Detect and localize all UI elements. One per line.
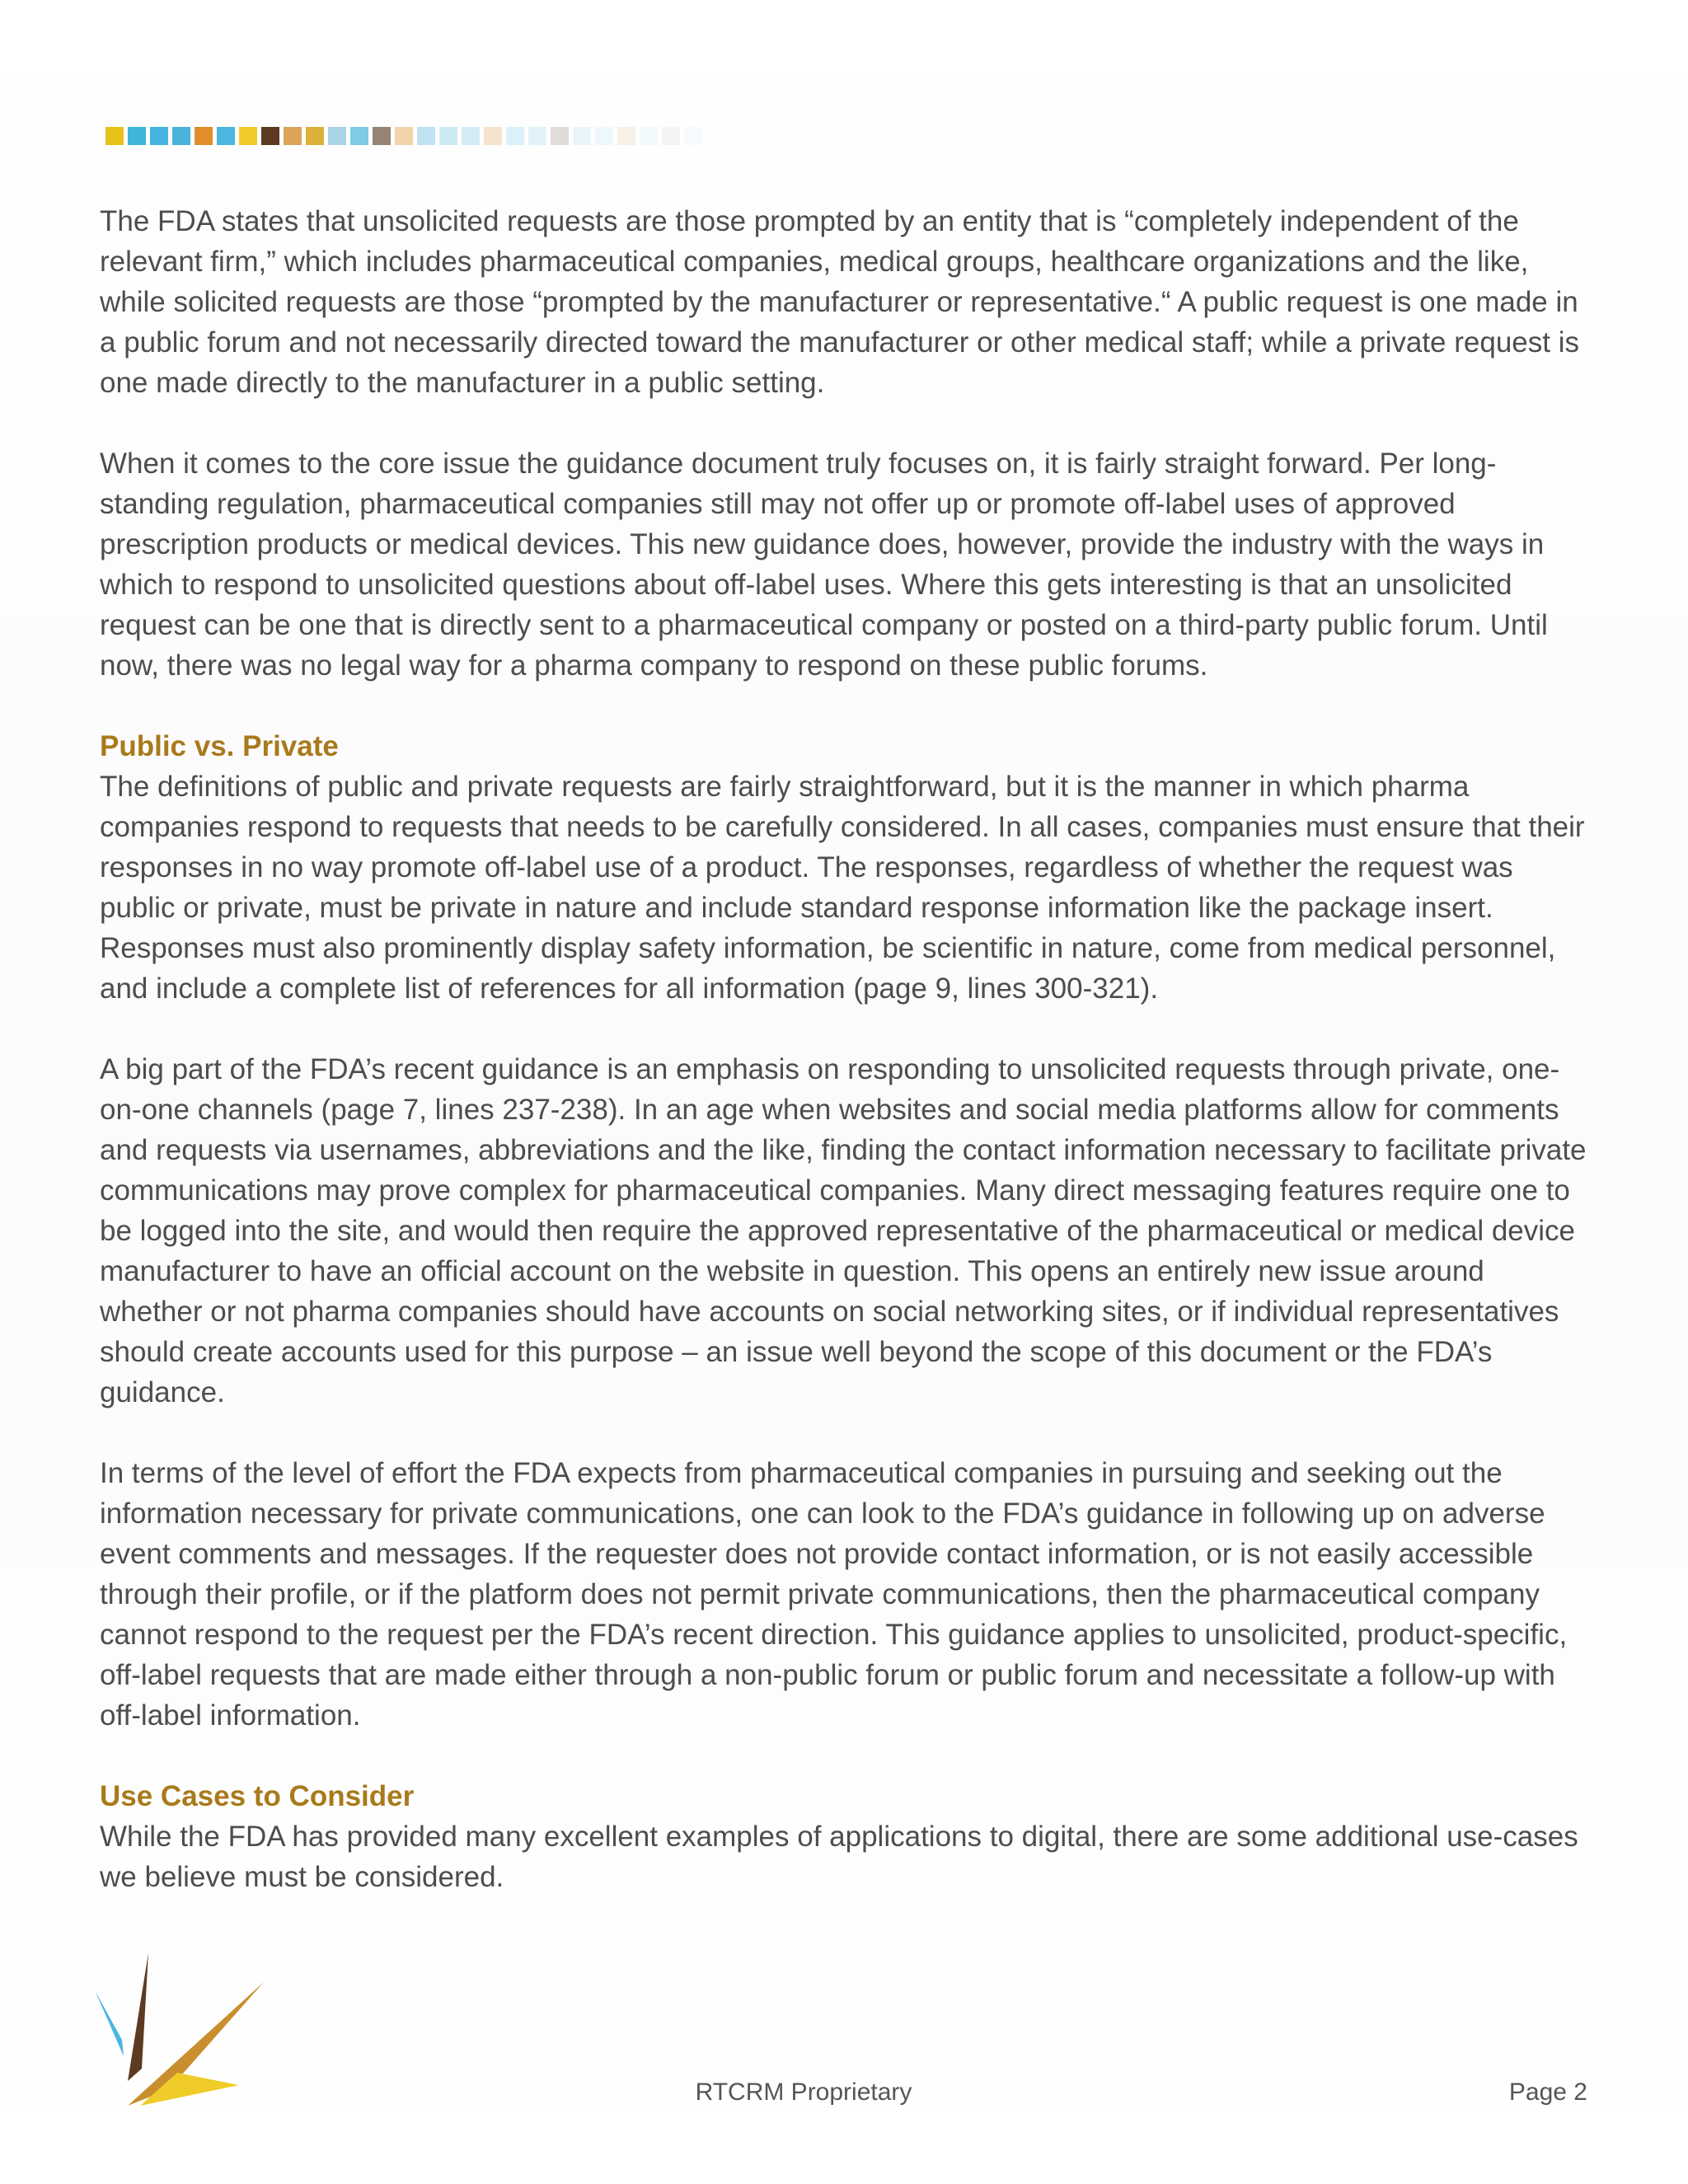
color-strip-square	[284, 127, 302, 145]
decorative-color-strip	[106, 127, 702, 145]
color-strip-square	[684, 127, 702, 145]
color-strip-square	[617, 127, 635, 145]
paragraph-core-issue: When it comes to the core issue the guidance document truly focuses on, it is fairly straight forward. Per long-standing regulation, pharmaceutical companies still may not offer up or promote off-label uses of approved prescription products or medical devices. This new guidance does, however, provide the industry with the ways in which to respond to unsolicited questions about off-label uses. Where this gets interesting is that an unsolicited request can be one that is directly sent to a pharmaceutical company or posted on a third-party public forum. Until now, there was no legal way for a pharma company to respond on these public forums.	[100, 448, 1548, 682]
color-strip-square	[573, 127, 591, 145]
footer-page-number: Page 2	[1508, 2079, 1587, 2106]
color-strip-square	[328, 127, 346, 145]
color-strip-square	[217, 127, 235, 145]
color-strip-square	[506, 127, 524, 145]
paragraph-private-channels: A big part of the FDA’s recent guidance is an emphasis on responding to unsolicited requests through private, one-on-one channels (page 7, lines 237-238). In an age when websites and social media platforms allow for comments and requests via usernames, abbreviations and the like, finding the contact information necessary to facilitate private communications may prove complex for pharmaceutical companies. Many direct messaging features require one to be logged into the site, and would then require the approved representative of the pharmaceutical or medical device manufacturer to have an official account on the website in question. This opens an entirely new issue around whether or not pharma companies should have accounts on social networking sites, or if individual representatives should create accounts used for this purpose – an issue well beyond the scope of this document or the FDA’s guidance.	[100, 1053, 1587, 1408]
paragraph-level-of-effort: In terms of the level of effort the FDA expects from pharmaceutical companies in pursuing and seeking out the information necessary for private communications, one can look to the FDA’s guidance in following up on adverse event comments and messages. If the requester does not provide contact information, or is not easily accessible through their profile, or if the platform does not permit private communications, then the pharmaceutical company cannot respond to the request per the FDA’s recent direction. This guidance applies to unsolicited, product-specific, off-label requests that are made either through a non-public forum or public forum and necessitate a follow-up with off-label information.	[100, 1457, 1568, 1732]
color-strip-square	[662, 127, 680, 145]
color-strip-square	[128, 127, 146, 145]
color-strip-square	[462, 127, 480, 145]
color-strip-square	[106, 127, 124, 145]
paragraph-use-cases: While the FDA has provided many excellent examples of applications to digital, there are some additional use-cases we believe must be considered.	[100, 1821, 1578, 1893]
color-strip-square	[172, 127, 190, 145]
color-strip-square	[150, 127, 168, 145]
document-body	[100, 201, 1592, 1938]
color-strip-square	[261, 127, 279, 145]
paragraph-unsolicited-definition: The FDA states that unsolicited requests are those prompted by an entity that is “completely independent of the relevant firm,” which includes pharmaceutical companies, medical groups, healthcare organizations and the like, while solicited requests are those “prompted by the manufacturer or representative.“ A public request is one made in a public forum and not necessarily directed toward the manufacturer or other medical staff; while a private request is one made directly to the manufacturer in a public setting.	[100, 205, 1579, 399]
color-strip-square	[595, 127, 613, 145]
color-strip-square	[484, 127, 502, 145]
color-strip-square	[395, 127, 413, 145]
color-strip-square	[439, 127, 457, 145]
section-heading-public-vs-private: Public vs. Private	[100, 730, 339, 762]
section-heading-use-cases: Use Cases to Consider	[100, 1780, 415, 1812]
paragraph-definitions: The definitions of public and private requests are fairly straightforward, but it is the manner in which pharma companies respond to requests that needs to be carefully considered. In all cases, companies must ensure that their responses in no way promote off-label use of a product. The responses, regardless of whether the request was public or private, must be private in nature and include standard response information like the package insert. Responses must also prominently display safety information, be scientific in nature, come from medical personnel, and include a complete list of references for all information (page 9, lines 300-321).	[100, 771, 1585, 1005]
color-strip-square	[640, 127, 658, 145]
color-strip-square	[195, 127, 213, 145]
color-strip-square	[551, 127, 569, 145]
color-strip-square	[350, 127, 368, 145]
color-strip-square	[239, 127, 257, 145]
color-strip-square	[417, 127, 435, 145]
footer-proprietary-label: RTCRM Proprietary	[695, 2079, 912, 2106]
color-strip-square	[528, 127, 546, 145]
color-strip-square	[306, 127, 324, 145]
color-strip-square	[373, 127, 391, 145]
